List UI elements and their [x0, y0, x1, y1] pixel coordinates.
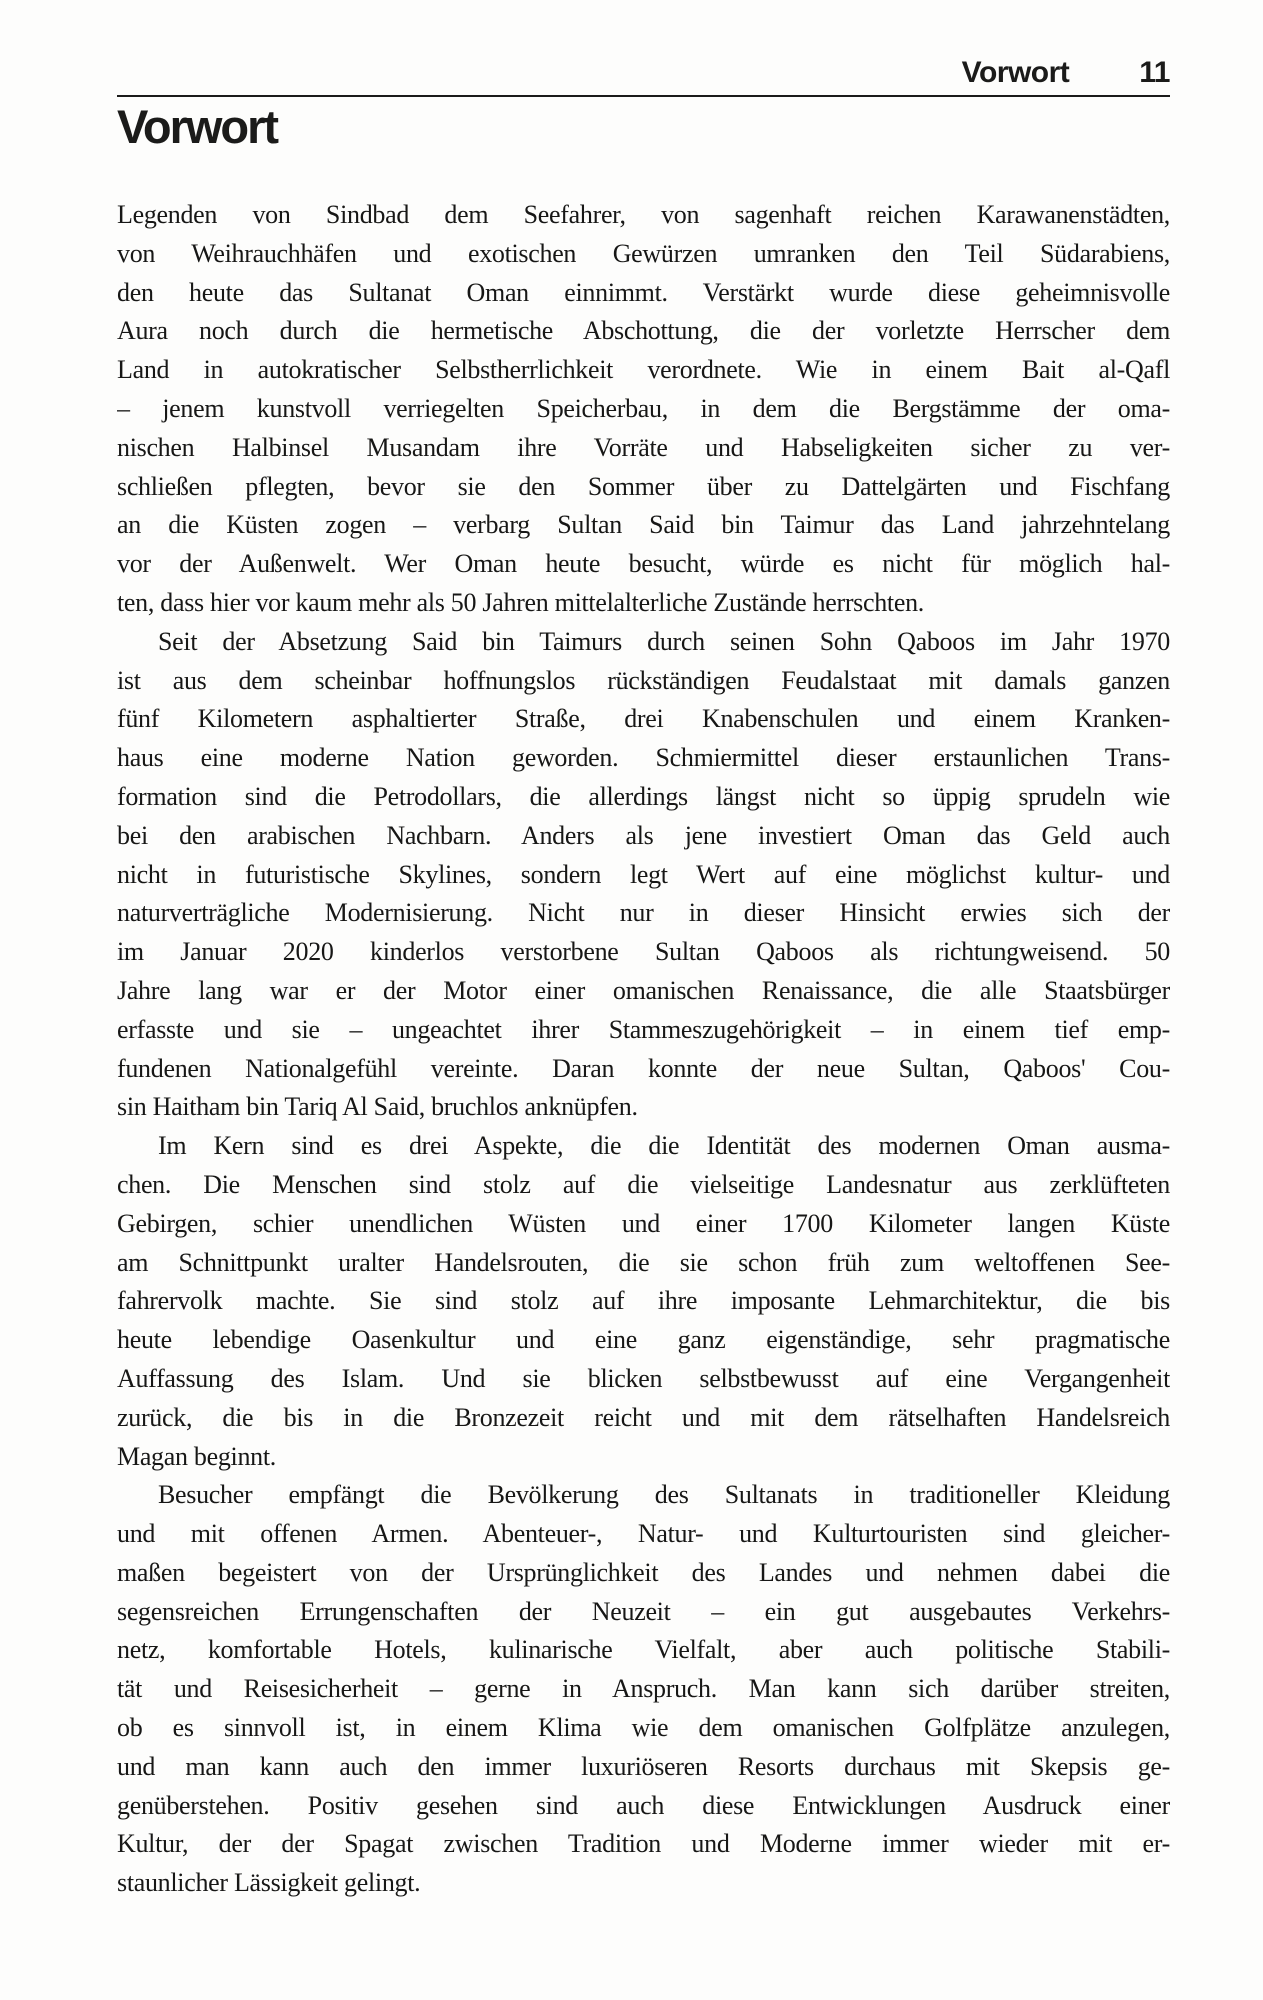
- text-line: Auffassung des Islam. Und sie blicken selbstbewusst auf eine Vergangenheit: [117, 1363, 1170, 1393]
- text-line: segensreichen Errungenschaften der Neuzeit – ein gut ausgebautes Verkehrs-: [117, 1596, 1170, 1626]
- text-line: vor der Außenwelt. Wer Oman heute besucht, würde es nicht für möglich hal-: [117, 549, 1170, 579]
- text-line: und mit offenen Armen. Abenteuer-, Natur- und Kulturtouristen sind gleicher-: [117, 1519, 1170, 1549]
- text-line: Aura noch durch die hermetische Abschottung, die der vorletzte Herrscher dem: [117, 316, 1170, 346]
- text-line: nischen Halbinsel Musandam ihre Vorräte und Habseligkeiten sicher zu ver-: [117, 432, 1170, 462]
- text-line: Im Kern sind es drei Aspekte, die die Identität des modernen Oman ausma-: [158, 1131, 1170, 1161]
- running-head-page-number: 11: [1139, 56, 1170, 89]
- text-line: chen. Die Menschen sind stolz auf die vielseitige Landesnatur aus zerklüfteten: [117, 1169, 1170, 1199]
- text-line: genüberstehen. Positiv gesehen sind auch diese Entwicklungen Ausdruck einer: [117, 1790, 1170, 1820]
- text-line: schließen pflegten, bevor sie den Sommer über zu Dattelgärten und Fischfang: [117, 471, 1170, 501]
- text-line: erfasste und sie – ungeachtet ihrer Stammeszugehörigkeit – in einem tief emp-: [117, 1014, 1170, 1044]
- text-line: bei den arabischen Nachbarn. Anders als jene investiert Oman das Geld auch: [117, 820, 1170, 850]
- text-line: fünf Kilometern asphaltierter Straße, drei Knabenschulen und einem Kranken-: [117, 704, 1170, 734]
- header-rule: [117, 95, 1170, 97]
- text-line: – jenem kunstvoll verriegelten Speicherbau, in dem die Bergstämme der oma-: [117, 393, 1170, 423]
- text-line: sin Haitham bin Tariq Al Said, bruchlos anknüpfen.: [117, 1092, 638, 1122]
- text-line: Besucher empfängt die Bevölkerung des Sultanats in traditioneller Kleidung: [158, 1480, 1170, 1510]
- page-title: Vorwort: [117, 100, 278, 153]
- text-line: und man kann auch den immer luxuriöseren Resorts durchaus mit Skepsis ge-: [117, 1751, 1170, 1781]
- text-line: Land in autokratischer Selbstherrlichkeit verordnete. Wie in einem Bait al-Qafl: [117, 355, 1170, 385]
- text-line: Legenden von Sindbad dem Seefahrer, von sagenhaft reichen Karawanenstädten,: [117, 200, 1170, 229]
- text-line: fundenen Nationalgefühl vereinte. Daran konnte der neue Sultan, Qaboos' Cou-: [117, 1053, 1170, 1083]
- text-line: staunlicher Lässigkeit gelingt.: [117, 1868, 421, 1898]
- text-line: formation sind die Petrodollars, die allerdings längst nicht so üppig sprudeln wie: [117, 781, 1170, 811]
- text-line: ist aus dem scheinbar hoffnungslos rückständigen Feudalstaat mit damals ganzen: [117, 665, 1170, 695]
- text-line: zurück, die bis in die Bronzezeit reicht und mit dem rätselhaften Handelsreich: [117, 1402, 1170, 1432]
- text-line: Kultur, der der Spagat zwischen Tradition und Moderne immer wieder mit er-: [117, 1829, 1170, 1859]
- running-head-section-label: Vorwort: [961, 56, 1070, 89]
- text-line: ob es sinnvoll ist, in einem Klima wie dem omanischen Golfplätze anzulegen,: [117, 1713, 1170, 1743]
- text-line: nicht in futuristische Skylines, sondern legt Wert auf eine möglichst kultur- und: [117, 859, 1170, 889]
- text-line: tät und Reisesicherheit – gerne in Anspruch. Man kann sich darüber streiten,: [117, 1674, 1170, 1704]
- text-line: Seit der Absetzung Said bin Taimurs durch seinen Sohn Qaboos im Jahr 1970: [158, 626, 1170, 656]
- text-line: haus eine moderne Nation geworden. Schmiermittel dieser erstaunlichen Trans-: [117, 743, 1170, 773]
- running-head: [117, 56, 1170, 90]
- text-line: den heute das Sultanat Oman einnimmt. Verstärkt wurde diese geheimnisvolle: [117, 277, 1170, 307]
- text-line: an die Küsten zogen – verbarg Sultan Said bin Taimur das Land jahrzehntelang: [117, 510, 1170, 540]
- body-text: [117, 196, 1170, 1903]
- text-line: im Januar 2020 kinderlos verstorbene Sultan Qaboos als richtungweisend. 50: [117, 937, 1170, 967]
- text-line: fahrervolk machte. Sie sind stolz auf ihre imposante Lehmarchitektur, die bis: [117, 1286, 1170, 1316]
- text-line: netz, komfortable Hotels, kulinarische Vielfalt, aber auch politische Stabili-: [117, 1635, 1170, 1665]
- text-line: ten, dass hier vor kaum mehr als 50 Jahren mittelalterliche Zustände herrschten.: [117, 587, 924, 617]
- text-line: von Weihrauchhäfen und exotischen Gewürzen umranken den Teil Südarabiens,: [117, 238, 1170, 268]
- text-line: naturverträgliche Modernisierung. Nicht nur in dieser Hinsicht erwies sich der: [117, 898, 1170, 928]
- text-line: maßen begeistert von der Ursprünglichkeit des Landes und nehmen dabei die: [117, 1557, 1170, 1587]
- text-line: Jahre lang war er der Motor einer omanischen Renaissance, die alle Staatsbürger: [117, 975, 1170, 1005]
- text-line: am Schnittpunkt uralter Handelsrouten, die sie schon früh zum weltoffenen See-: [117, 1247, 1170, 1277]
- text-line: heute lebendige Oasenkultur und eine ganz eigenständige, sehr pragmatische: [117, 1325, 1170, 1355]
- text-line: Gebirgen, schier unendlichen Wüsten und einer 1700 Kilometer langen Küste: [117, 1208, 1170, 1238]
- text-line: Magan beginnt.: [117, 1441, 276, 1471]
